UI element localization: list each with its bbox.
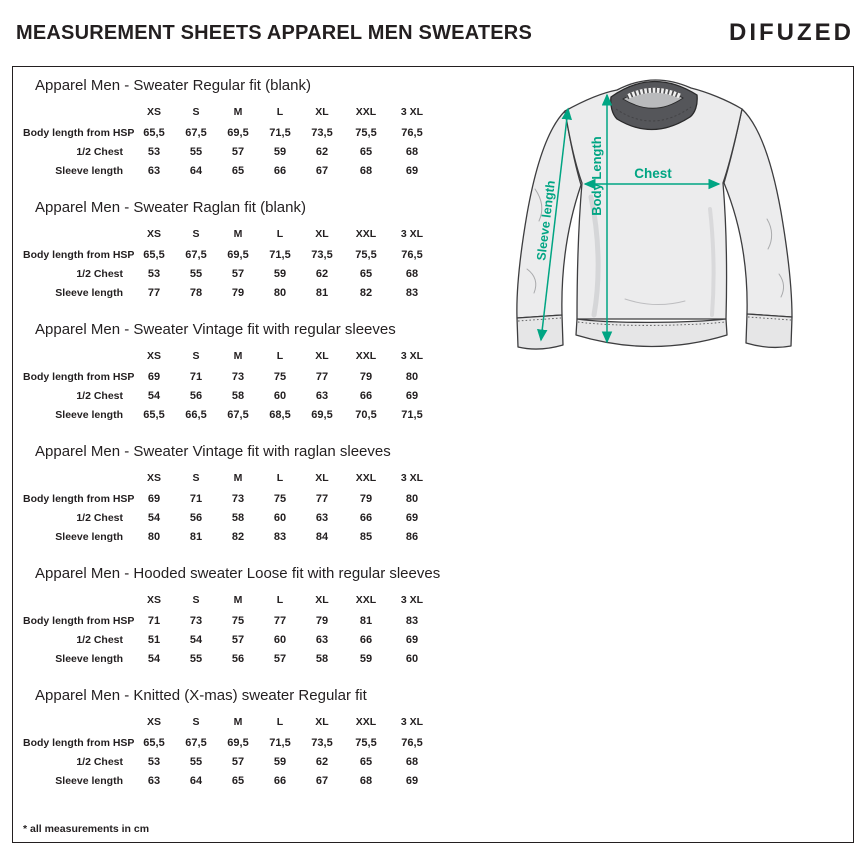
measurement-value: 66,5 (185, 409, 207, 421)
size-column-header: S (192, 716, 200, 728)
measurement-value: 73,5 (311, 737, 333, 749)
size-column-header: XXL (355, 350, 377, 362)
measurement-value: 76,5 (401, 249, 423, 261)
size-column-header: L (276, 350, 284, 362)
measurement-value: 76,5 (401, 127, 423, 139)
corner-cell (23, 590, 133, 612)
size-column-header: M (233, 350, 243, 362)
size-column-header: L (276, 472, 284, 484)
measurements-note: * all measurements in cm (23, 823, 150, 835)
size-column-header: L (276, 716, 284, 728)
measurement-value: 66 (273, 775, 287, 787)
row-label: Sleeve length (55, 287, 123, 299)
row-label: 1/2 Chest (76, 390, 123, 402)
measurement-value: 81 (189, 531, 203, 543)
measurement-value: 71,5 (401, 409, 423, 421)
table-grid (23, 102, 463, 181)
measurement-value: 82 (231, 531, 245, 543)
measurement-value: 64 (189, 165, 203, 177)
body-length-label: Body Length (589, 136, 604, 216)
table-title: Apparel Men - Sweater Raglan fit (blank) (35, 199, 306, 216)
page-title: MEASUREMENT SHEETS APPAREL MEN SWEATERS (16, 21, 532, 44)
page-header (16, 16, 854, 50)
measurement-value: 71,5 (269, 249, 291, 261)
measurement-value: 81 (359, 615, 373, 627)
measurement-table (23, 199, 463, 303)
measurement-value: 82 (359, 287, 373, 299)
measurement-value: 79 (359, 371, 373, 383)
table-grid (23, 468, 463, 547)
measurement-value: 69,5 (227, 249, 249, 261)
measurement-value: 66 (359, 390, 373, 402)
measurement-value: 71,5 (269, 127, 291, 139)
measurement-value: 66 (359, 634, 373, 646)
measurement-value: 80 (273, 287, 287, 299)
measurement-value: 69 (405, 512, 419, 524)
content-frame (12, 66, 854, 843)
measurement-table (23, 321, 463, 425)
measurement-value: 58 (231, 390, 245, 402)
measurement-value: 59 (359, 653, 373, 665)
size-column-header: 3 XL (400, 716, 424, 728)
tables-container (23, 77, 463, 809)
table-title: Apparel Men - Sweater Regular fit (blank) (35, 77, 311, 94)
table-title: Apparel Men - Knitted (X-mas) sweater Regular fit (35, 687, 367, 704)
measurement-value: 69 (405, 634, 419, 646)
measurement-value: 65 (231, 775, 245, 787)
measurement-value: 64 (189, 775, 203, 787)
size-column-header: 3 XL (400, 228, 424, 240)
measurement-value: 75,5 (355, 127, 377, 139)
measurement-value: 80 (147, 531, 161, 543)
measurement-value: 53 (147, 146, 161, 158)
measurement-value: 60 (273, 512, 287, 524)
measurement-value: 65,5 (143, 737, 165, 749)
measurement-table (23, 687, 463, 791)
measurement-value: 69,5 (311, 409, 333, 421)
size-column-header: M (233, 594, 243, 606)
measurement-value: 75 (231, 615, 245, 627)
measurement-value: 77 (315, 371, 329, 383)
measurement-value: 63 (147, 165, 161, 177)
row-label: Sleeve length (55, 775, 123, 787)
size-column-header: L (276, 228, 284, 240)
measurement-value: 65 (231, 165, 245, 177)
measurement-value: 67,5 (185, 249, 207, 261)
row-label: 1/2 Chest (76, 512, 123, 524)
measurement-value: 57 (273, 653, 287, 665)
corner-cell (23, 224, 133, 246)
size-column-header: XS (146, 594, 161, 606)
measurement-value: 62 (315, 756, 329, 768)
size-column-header: S (192, 594, 200, 606)
size-column-header: 3 XL (400, 594, 424, 606)
measurement-value: 68 (405, 146, 419, 158)
measurement-value: 68,5 (269, 409, 291, 421)
measurement-value: 73 (189, 615, 203, 627)
row-label: 1/2 Chest (76, 268, 123, 280)
measurement-value: 68 (359, 165, 373, 177)
size-column-header: S (192, 350, 200, 362)
measurement-value: 54 (147, 653, 161, 665)
measurement-table (23, 77, 463, 181)
measurement-value: 79 (315, 615, 329, 627)
table-grid (23, 224, 463, 303)
corner-cell (23, 346, 133, 368)
measurement-value: 56 (189, 390, 203, 402)
measurement-value: 71 (189, 493, 203, 505)
measurement-value: 80 (405, 371, 419, 383)
row-label: Body length from HSP (23, 737, 135, 749)
table-title: Apparel Men - Hooded sweater Loose fit with regular sleeves (35, 565, 441, 582)
measurement-value: 75,5 (355, 737, 377, 749)
row-label: Body length from HSP (23, 371, 135, 383)
row-label: Sleeve length (55, 165, 123, 177)
measurement-value: 67,5 (227, 409, 249, 421)
size-column-header: XS (146, 472, 161, 484)
measurement-value: 60 (405, 653, 419, 665)
measurement-table (23, 565, 463, 669)
row-label: Body length from HSP (23, 493, 135, 505)
sweater-left-cuff (517, 315, 563, 349)
size-column-header: L (276, 594, 284, 606)
measurement-value: 67,5 (185, 737, 207, 749)
measurement-value: 53 (147, 268, 161, 280)
corner-cell (23, 102, 133, 124)
measurement-value: 77 (147, 287, 161, 299)
measurement-value: 55 (189, 653, 203, 665)
measurement-value: 65,5 (143, 409, 165, 421)
measurement-value: 81 (315, 287, 329, 299)
table-title: Apparel Men - Sweater Vintage fit with regular sleeves (35, 321, 396, 338)
measurement-value: 83 (405, 287, 419, 299)
measurement-value: 75 (273, 493, 287, 505)
measurement-value: 58 (231, 512, 245, 524)
row-label: 1/2 Chest (76, 146, 123, 158)
measurement-value: 58 (315, 653, 329, 665)
size-column-header: XS (146, 228, 161, 240)
measurement-value: 67,5 (185, 127, 207, 139)
sweater-hem-band (576, 319, 727, 347)
measurement-value: 65,5 (143, 249, 165, 261)
size-column-header: XL (315, 350, 329, 362)
measurement-value: 85 (359, 531, 373, 543)
row-label: Sleeve length (55, 409, 123, 421)
size-column-header: XXL (355, 716, 377, 728)
measurement-value: 77 (315, 493, 329, 505)
measurement-value: 67 (315, 775, 329, 787)
row-label: 1/2 Chest (76, 634, 123, 646)
size-column-header: M (233, 228, 243, 240)
size-column-header: XXL (355, 106, 377, 118)
measurement-value: 80 (405, 493, 419, 505)
size-column-header: S (192, 472, 200, 484)
measurement-value: 83 (405, 615, 419, 627)
size-column-header: M (233, 716, 243, 728)
measurement-value: 69,5 (227, 127, 249, 139)
measurement-value: 53 (147, 756, 161, 768)
measurement-value: 55 (189, 146, 203, 158)
row-label: Sleeve length (55, 531, 123, 543)
measurement-value: 69 (405, 390, 419, 402)
measurement-value: 66 (359, 512, 373, 524)
measurement-value: 60 (273, 634, 287, 646)
corner-cell (23, 468, 133, 490)
measurement-value: 84 (315, 531, 329, 543)
table-grid (23, 712, 463, 791)
measurement-value: 71 (189, 371, 203, 383)
row-label: Body length from HSP (23, 249, 135, 261)
size-column-header: XL (315, 594, 329, 606)
measurement-value: 57 (231, 756, 245, 768)
measurement-value: 69 (405, 165, 419, 177)
measurement-value: 86 (405, 531, 419, 543)
measurement-value: 70,5 (355, 409, 377, 421)
size-column-header: L (276, 106, 284, 118)
measurement-value: 59 (273, 756, 287, 768)
measurement-value: 76,5 (401, 737, 423, 749)
size-column-header: XS (146, 350, 161, 362)
measurement-value: 67 (315, 165, 329, 177)
measurement-value: 73,5 (311, 127, 333, 139)
measurement-value: 69 (405, 775, 419, 787)
measurement-value: 54 (147, 512, 161, 524)
measurement-value: 65,5 (143, 127, 165, 139)
row-label: 1/2 Chest (76, 756, 123, 768)
measurement-value: 56 (231, 653, 245, 665)
measurement-value: 69,5 (227, 737, 249, 749)
size-column-header: XS (146, 716, 161, 728)
size-column-header: 3 XL (400, 350, 424, 362)
measurement-value: 59 (273, 146, 287, 158)
sleeve-length-label: Sleeve length (534, 179, 558, 262)
measurement-value: 65 (359, 146, 373, 158)
measurement-value: 73 (231, 371, 245, 383)
measurement-value: 75,5 (355, 249, 377, 261)
measurement-value: 62 (315, 268, 329, 280)
measurement-value: 75 (273, 371, 287, 383)
measurement-value: 55 (189, 756, 203, 768)
measurement-value: 65 (359, 756, 373, 768)
size-column-header: XL (315, 228, 329, 240)
measurement-value: 65 (359, 268, 373, 280)
measurement-value: 79 (359, 493, 373, 505)
size-column-header: XXL (355, 228, 377, 240)
measurement-value: 51 (147, 634, 161, 646)
measurement-table (23, 443, 463, 547)
chest-label: Chest (634, 166, 672, 181)
size-column-header: S (192, 228, 200, 240)
size-column-header: M (233, 472, 243, 484)
measurement-value: 59 (273, 268, 287, 280)
measurement-value: 55 (189, 268, 203, 280)
measurement-value: 54 (189, 634, 203, 646)
measurement-value: 57 (231, 146, 245, 158)
measurement-value: 79 (231, 287, 245, 299)
measurement-value: 71 (147, 615, 161, 627)
row-label: Body length from HSP (23, 127, 135, 139)
measurement-value: 68 (359, 775, 373, 787)
brand-logo: DIFUZED (729, 19, 854, 46)
measurement-value: 78 (189, 287, 203, 299)
table-title: Apparel Men - Sweater Vintage fit with raglan sleeves (35, 443, 391, 460)
size-column-header: XXL (355, 472, 377, 484)
size-column-header: M (233, 106, 243, 118)
size-column-header: XL (315, 106, 329, 118)
measurement-value: 68 (405, 268, 419, 280)
measurement-value: 69 (147, 371, 161, 383)
sweater-right-cuff (746, 314, 792, 347)
measurement-value: 69 (147, 493, 161, 505)
measurement-value: 60 (273, 390, 287, 402)
table-grid (23, 346, 463, 425)
measurement-value: 68 (405, 756, 419, 768)
measurement-value: 54 (147, 390, 161, 402)
measurement-value: 63 (315, 512, 329, 524)
measurement-value: 66 (273, 165, 287, 177)
measurement-value: 56 (189, 512, 203, 524)
measurement-value: 83 (273, 531, 287, 543)
measurement-value: 62 (315, 146, 329, 158)
size-column-header: XS (146, 106, 161, 118)
size-column-header: 3 XL (400, 472, 424, 484)
size-column-header: S (192, 106, 200, 118)
size-column-header: XXL (355, 594, 377, 606)
measurement-value: 57 (231, 268, 245, 280)
table-grid (23, 590, 463, 669)
corner-cell (23, 712, 133, 734)
sweater-diagram (505, 69, 857, 363)
measurement-value: 71,5 (269, 737, 291, 749)
size-column-header: XL (315, 716, 329, 728)
measurement-value: 57 (231, 634, 245, 646)
row-label: Sleeve length (55, 653, 123, 665)
measurement-value: 73 (231, 493, 245, 505)
measurement-value: 63 (315, 390, 329, 402)
size-column-header: XL (315, 472, 329, 484)
measurement-value: 73,5 (311, 249, 333, 261)
row-label: Body length from HSP (23, 615, 135, 627)
measurement-value: 63 (315, 634, 329, 646)
measurement-value: 63 (147, 775, 161, 787)
size-column-header: 3 XL (400, 106, 424, 118)
measurement-value: 77 (273, 615, 287, 627)
